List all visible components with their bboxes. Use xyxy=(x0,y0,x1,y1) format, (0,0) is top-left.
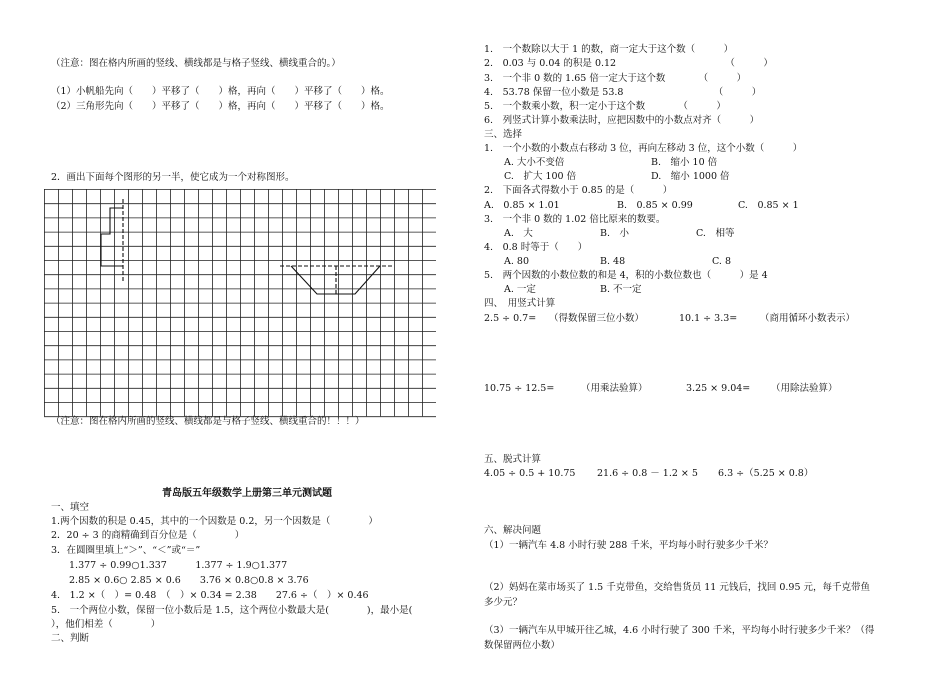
section-judge: 二、判断 xyxy=(51,633,90,644)
judge-2: 2. 0.03 与 0.04 的积是 0.12 （ ） xyxy=(484,58,773,69)
problem-1: （1）一辆汽车 4.8 小时行驶 288 千米，平均每小时行驶多少千米？ xyxy=(484,540,773,551)
calc-4-note: （用除法验算） xyxy=(771,383,838,394)
section-vertical-calc: 四、 用竖式计算 xyxy=(484,298,556,309)
drawing-grid[interactable] xyxy=(44,189,436,419)
choice-2-c: C. 0.85 × 1 xyxy=(738,200,799,211)
judge-5: 5. 一个数乘小数，积一定小于这个数 （ ） xyxy=(484,101,726,112)
problem-2: （2）妈妈在菜市场买了 1.5 千克带鱼，交给售货员 11 元钱后，找回 0.95 元，每千克带鱼 xyxy=(484,582,871,593)
choice-4-c: C. 8 xyxy=(712,256,732,267)
expr-1: 4.05 ÷ 0.5 + 10.75 xyxy=(484,468,576,479)
section-stepwise: 五、脱式计算 xyxy=(484,454,542,465)
fill-question-5: 5. 一个两位小数，保留一位小数后是 1.5，这个两位小数最大是( )，最小是( xyxy=(51,605,413,616)
fill-question-4: 4. 1.2 ×（ ）= 0.48 （ ）× 0.34 = 2.38 27.6 ÷（ ）× 0.46 xyxy=(51,590,369,601)
page-title: 青岛版五年级数学上册第三单元测试题 xyxy=(162,488,332,499)
section-problems: 六、解决问题 xyxy=(484,525,542,536)
expr-2: 21.6 ÷ 0.8 － 1.2 × 5 xyxy=(597,468,698,479)
problem-3: （3）一辆汽车从甲城开往乙城，4.6 小时行驶了 300 千米，平均每小时行驶多少千米？（得 xyxy=(484,625,875,636)
choice-2-b: B. 0.85 × 0.99 xyxy=(617,200,693,211)
fill-question-1: 1.两个因数的积是 0.45，其中的一个因数是 0.2，另一个因数是（ ） xyxy=(51,516,378,527)
problem-3-cont: 数保留两位小数） xyxy=(484,640,561,651)
translation-question-1: （1）小帆船先向（ ）平移了（ ）格，再向（ ）平移了（ ）格。 xyxy=(51,86,390,97)
calc-2: 10.1 ÷ 3.3= xyxy=(679,313,738,324)
calc-3: 10.75 ÷ 12.5= xyxy=(484,383,555,394)
choice-1: 1. 一个小数的小数点右移动 3 位，再向左移动 3 位，这个小数（ ） xyxy=(484,143,803,154)
choice-4-b: B. 48 xyxy=(600,256,626,267)
choice-2-a: A. 0.85 × 1.01 xyxy=(484,200,560,211)
choice-5-b: B. 不一定 xyxy=(600,284,642,295)
calc-4: 3.25 × 9.04= xyxy=(686,383,751,394)
calc-2-note: （商用循环小数表示） xyxy=(760,313,856,324)
problem-2-cont: 多少元？ xyxy=(484,597,523,608)
choice-1-b: B. 缩小 10 倍 xyxy=(651,157,718,168)
symmetry-question: 2．画出下面每个图形的另一半，使它成为一个对称图形。 xyxy=(51,172,295,183)
judge-3: 3. 一个非 0 数的 1.65 倍一定大于这个数 （ ） xyxy=(484,73,747,84)
fill-question-2: 2．20 ÷ 3 的商精确到百分位是（ ） xyxy=(51,530,245,541)
note-2: （注意：图在格内所画的竖线、横线都是与格子竖线、横线重合的！！！） xyxy=(51,416,365,427)
choice-5-a: A. 一定 xyxy=(504,284,536,295)
calc-1-note: （得数保留三位小数） xyxy=(549,313,645,324)
fill-question-5-cont: ），他们相差（ ） xyxy=(51,619,161,630)
note-1: （注意：图在格内所画的竖线、横线都是与格子竖线、横线重合的。） xyxy=(51,58,341,69)
calc-1: 2.5 ÷ 0.7= xyxy=(484,313,537,324)
choice-3-a: A. 大 xyxy=(504,228,533,239)
section-fill-blank: 一、填空 xyxy=(51,502,90,513)
choice-4: 4. 0.8 时等于（ ） xyxy=(484,242,588,253)
choice-1-a: A. 大小不变倍 xyxy=(504,157,565,168)
judge-6: 6. 列竖式计算小数乘法时，应把因数中的小数点对齐（ ） xyxy=(484,115,760,126)
choice-1-d: D. 缩小 1000 倍 xyxy=(651,171,730,182)
grid-lines xyxy=(44,189,436,417)
compare-row-2: 2.85 × 0.6○ 2.85 × 0.6 3.76 × 0.8○0.8 × 3.76 xyxy=(69,575,309,586)
choice-3-c: C. 相等 xyxy=(696,228,735,239)
fill-question-3: 3．在圆圈里填上“＞”、“＜”或“＝” xyxy=(51,545,201,556)
judge-4: 4. 53.78 保留一位小数是 53.8 （ ） xyxy=(484,87,762,98)
choice-1-c: C. 扩大 100 倍 xyxy=(504,171,577,182)
choice-2: 2. 下面各式得数小于 0.85 的是（ ） xyxy=(484,185,673,196)
choice-5: 5. 两个因数的小数位数的和是 4，积的小数位数也（ ）是 4 xyxy=(484,270,768,281)
section-choice: 三、选择 xyxy=(484,129,523,140)
choice-3-b: B. 小 xyxy=(600,228,630,239)
choice-3: 3. 一个非 0 数的 1.02 倍比原来的数要。 xyxy=(484,214,666,225)
translation-question-2: （2）三角形先向（ ）平移了（ ）格，再向（ ）平移了（ ）格。 xyxy=(51,101,390,112)
calc-3-note: （用乘法验算） xyxy=(581,383,648,394)
half-figure-1 xyxy=(101,199,123,283)
choice-4-a: A. 80 xyxy=(504,256,529,267)
judge-1: 1. 一个数除以大于 1 的数，商一定大于这个数（ ） xyxy=(484,44,734,55)
expr-3: 6.3 ÷（5.25 × 0.8） xyxy=(718,468,814,479)
compare-row-1: 1.377 ÷ 0.99○1.337 1.377 ÷ 1.9○1.377 xyxy=(69,560,288,571)
